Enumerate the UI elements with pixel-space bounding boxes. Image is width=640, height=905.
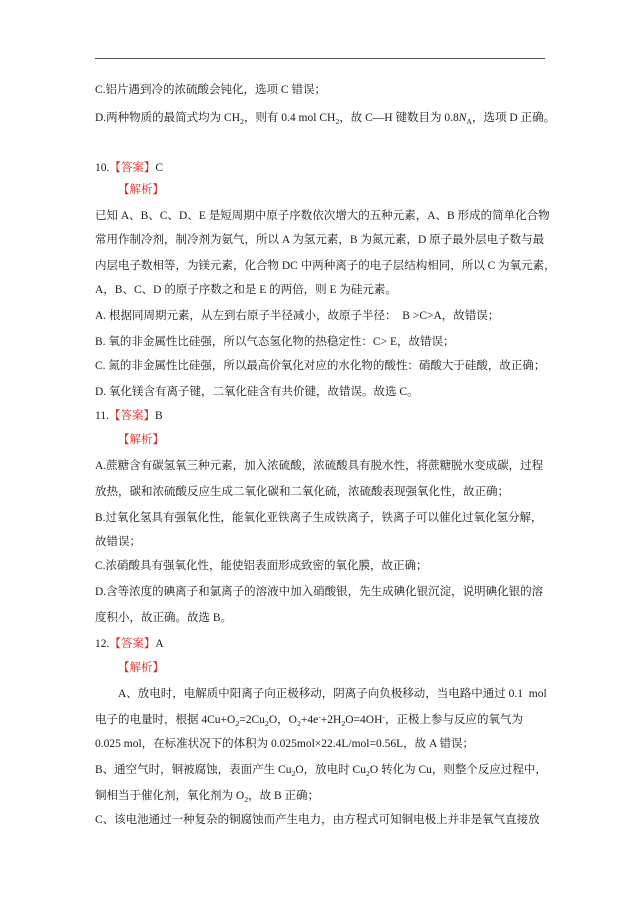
header-rule: [95, 58, 545, 59]
subscript: 2: [240, 116, 244, 126]
section-label: 【答案】: [109, 638, 156, 650]
text-run: C.浓硝酸具有强氧化性，能使铝表面形成致密的氧化膜，故正确；: [95, 560, 428, 572]
answer-heading-11: [95, 406, 163, 426]
italic-symbol: N: [458, 112, 467, 124]
text-line: [95, 810, 540, 830]
text-run: 放热，碳和浓硫酸反应生成二氧化碳和二氧化硫，浓硫酸表现强氧化性，故正确；: [95, 486, 509, 498]
analysis-label: [118, 430, 164, 450]
subscript: 2: [365, 768, 370, 778]
text-run: 铜相当于催化剂，氧化剂为 O: [95, 790, 245, 802]
text-run: C.铝片遇到冷的浓硫酸会钝化，选项 C 错误；: [95, 84, 326, 96]
text-run: O=4OH: [345, 714, 383, 726]
text-run: =2Cu: [239, 714, 265, 726]
text-line: [95, 482, 509, 502]
text-line: [95, 456, 543, 476]
subscript: 2: [264, 718, 269, 728]
subscript: 2: [341, 718, 346, 728]
text-line: [95, 306, 499, 326]
answer-heading-12: [95, 634, 164, 654]
section-label: 【解析】: [118, 434, 164, 446]
text-run: 电子的电量时，根据 4Cu+O: [95, 714, 236, 726]
text-line: [95, 556, 428, 576]
section-label: 【解析】: [118, 184, 164, 196]
text-line: [95, 582, 543, 602]
text-line: [95, 108, 555, 128]
section-label: 【解析】: [118, 662, 164, 674]
text-run: B: [154, 410, 163, 422]
text-run: O，O: [268, 714, 297, 726]
text-run: 内层电子数相等，为镁元素，化合物 DC 中两种离子的电子层结构相同，所以 C 为氧元素，: [95, 260, 556, 272]
section-label: 【答案】: [108, 410, 155, 422]
text-line: [95, 230, 544, 250]
analysis-label: [118, 180, 164, 200]
text-line: [95, 710, 523, 730]
section-label: 【答案】: [109, 162, 156, 174]
answer-heading-10: [95, 158, 163, 178]
text-run: ，则有 0.4 mol CH: [243, 112, 336, 124]
text-line: [95, 608, 232, 628]
superscript: -: [382, 712, 386, 722]
text-line: [95, 760, 547, 780]
text-run: D.含等浓度的碘离子和氯离子的溶液中加入硝酸银，先生成碘化银沉淀，说明碘化银的溶: [95, 586, 544, 598]
text-run: 常用作制冷剂，制冷剂为氨气，所以 A 为氢元素，B 为氮元素，D 原子最外层电子数与最: [95, 234, 545, 246]
text-run: A. 根据同周期元素，从左到右原子半径减小，故原子半径： B >C>A，故错误；: [95, 310, 500, 322]
text-line: [95, 80, 326, 100]
text-run: B、通空气时，铜被腐蚀，表面产生 Cu: [95, 764, 292, 776]
text-line: [95, 256, 556, 276]
text-run: 11.: [95, 410, 109, 422]
text-run: B. 氧的非金属性比硅强，所以气态氢化物的热稳定性：C> E，故错误；: [95, 336, 455, 348]
text-run: ，故 C—H 键数目为 0.8: [339, 112, 459, 124]
text-run: C、该电池通过一种复杂的铜腐蚀而产生电力，由方程式可知铜电极上并非是氧气直接放: [95, 814, 540, 826]
text-line: [95, 356, 545, 376]
text-run: A: [155, 638, 164, 650]
superscript: -: [318, 712, 321, 722]
subscript: A: [466, 116, 473, 126]
text-run: D. 氧化镁含有离子键，二氧化硅含有共价键，故错误。故选 C。: [95, 386, 419, 398]
text-line: [95, 206, 550, 226]
text-line: [95, 532, 141, 552]
text-run: C: [155, 162, 164, 174]
text-run: +2H: [320, 714, 342, 726]
text-run: C. 氮的非金属性比硅强，所以最高价氧化对应的水化物的酸性：硝酸大于硅酸，故正确；: [95, 360, 546, 372]
text-line: [95, 786, 319, 806]
text-run: 0.025 mol，在标准状况下的体积为 0.025mol×22.4L/mol=0.56L，故 A 错误；: [95, 738, 475, 750]
text-run: ，正极上参与反应的氧气为: [385, 714, 524, 726]
text-run: A，B、C、D 的原子序数之和是 E 的两倍，则 E 为硅元素。: [95, 284, 397, 296]
text-run: O，放电时 Cu: [295, 764, 366, 776]
subscript: 2: [235, 718, 240, 728]
text-run: 故错误；: [95, 536, 141, 548]
text-line: [95, 508, 543, 528]
text-run: B.过氧化氢具有强氧化性，能氧化亚铁离子生成铁离子，铁离子可以催化过氧化氢分解，: [95, 512, 543, 524]
text-run: D.两种物质的最简式均为 CH: [95, 112, 241, 124]
subscript: 2: [244, 794, 249, 804]
text-line: [95, 332, 454, 352]
subscript: 2: [291, 768, 296, 778]
text-run: 12.: [95, 638, 110, 650]
subscript: 2: [335, 116, 340, 126]
text-run: O 转化为 Cu，则整个反应过程中，: [369, 764, 547, 776]
text-run: ，故 B 正确；: [248, 790, 320, 802]
text-run: A.蔗糖含有碳氢氧三种元素，加入浓硫酸，浓硫酸具有脱水性，将蔗糖脱水变成碳，过程: [95, 460, 544, 472]
text-run: 已知 A、B、C、D、E 是短周期中原子序数依次增大的五种元素，A、B 形成的简单化合物: [95, 210, 550, 222]
text-run: A、放电时，电解质中阳离子向正极移动，阴离子向负极移动，当电路中通过 0.1 mol: [118, 688, 547, 700]
text-line: [95, 280, 397, 300]
text-line: [118, 684, 547, 704]
text-run: ，选项 D 正确。: [472, 112, 556, 124]
text-line: [95, 734, 474, 754]
text-run: +4e: [300, 714, 319, 726]
text-line: [95, 382, 419, 402]
subscript: 2: [296, 718, 301, 728]
text-run: 10.: [95, 162, 110, 174]
analysis-label: [118, 658, 164, 678]
text-run: 度积小，故正确。故选 B。: [95, 612, 233, 624]
